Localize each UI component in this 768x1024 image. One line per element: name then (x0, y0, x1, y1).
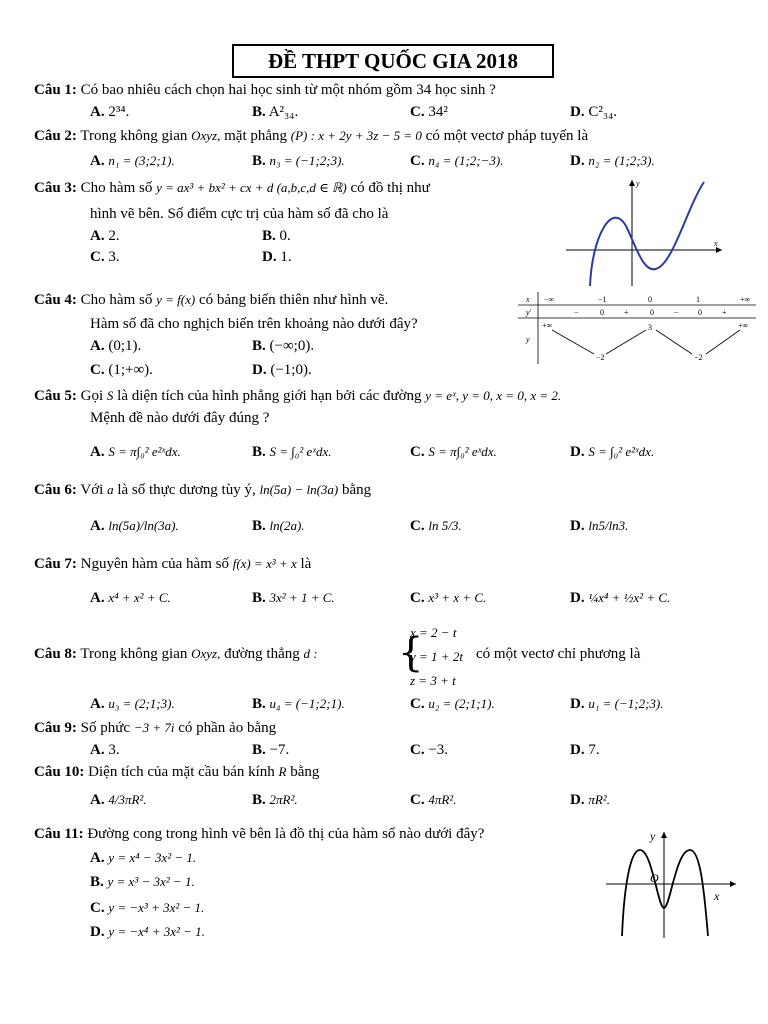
question-text: mặt phẳng (224, 128, 288, 144)
option-c[interactable] (410, 792, 456, 809)
option-c[interactable] (90, 900, 204, 917)
option-label: C. (410, 696, 425, 712)
option-text: 0. (279, 228, 291, 244)
option-b[interactable] (252, 696, 345, 713)
y-axis-arrow (661, 832, 667, 838)
table-sign: 0 (698, 308, 702, 317)
question-math: y = ax³ + bx² + cx + d (a,b,c,d ∈ ℝ) (156, 180, 347, 195)
option-label: B. (252, 104, 266, 120)
option-c[interactable] (410, 742, 448, 759)
option-text: 4πR². (428, 792, 457, 807)
option-label: A. (90, 104, 105, 120)
option-c[interactable] (410, 590, 486, 607)
question-text: bằng (290, 764, 320, 780)
question-text: Trong không gian (80, 128, 188, 144)
option-text: A²₃₄. (268, 104, 299, 120)
question-text: Nguyên hàm của hàm số (80, 556, 229, 572)
y-axis-arrow (629, 180, 635, 186)
option-d[interactable] (570, 742, 600, 759)
option-text: πR². (588, 792, 610, 807)
option-b[interactable] (252, 104, 298, 121)
option-text: x⁴ + x² + C. (108, 590, 171, 605)
option-b[interactable] (90, 874, 195, 891)
option-label: D. (570, 153, 585, 169)
option-label: D. (570, 518, 585, 534)
system-brace: { (398, 630, 424, 676)
option-b[interactable] (252, 742, 289, 759)
option-label: B. (252, 590, 266, 606)
question-label: Câu 5: (34, 388, 77, 404)
option-label: C. (410, 153, 425, 169)
option-b[interactable] (262, 228, 291, 245)
question-label: Câu 10: (34, 764, 85, 780)
question-text: Có bao nhiêu cách chọn hai học sinh từ một nhóm gồm 34 học sinh ? (80, 82, 496, 98)
option-label: B. (252, 518, 266, 534)
option-text: 7. (588, 742, 600, 758)
option-label: D. (252, 362, 267, 378)
option-b[interactable] (252, 153, 345, 170)
option-text: −7. (269, 742, 290, 758)
table-sign: − (674, 308, 679, 317)
question-text: Diện tích của mặt cầu bán kính (88, 764, 275, 780)
option-b[interactable] (252, 444, 331, 461)
question-math: d : (303, 646, 318, 661)
x-axis-label: x (714, 889, 720, 903)
option-label: B. (252, 338, 266, 354)
question-4-line-2: Hàm số đã cho nghịch biến trên khoảng nào dưới đây? (90, 316, 418, 332)
option-c[interactable] (90, 249, 120, 266)
option-text: ln5/ln3. (588, 518, 629, 533)
option-text: S = π∫₀² eˣdx. (428, 444, 497, 459)
option-d[interactable] (570, 444, 654, 461)
option-label: D. (570, 590, 585, 606)
question-text: có phần ảo bằng (178, 720, 277, 736)
exam-title: ĐỀ THPT QUỐC GIA 2018 (232, 44, 554, 78)
question-math: Oxyz, (191, 646, 221, 661)
question-10 (34, 764, 319, 781)
option-a[interactable] (90, 518, 179, 535)
quartic-curve (622, 850, 708, 936)
option-label: C. (410, 792, 425, 808)
question-8-tail: có một vectơ chỉ phương là (476, 646, 641, 662)
option-text: ln(5a)/ln(3a). (108, 518, 179, 533)
option-text: 4/3πR². (108, 792, 147, 807)
y-axis-label: y (636, 179, 640, 188)
option-text: u₁ = (−1;2;3). (588, 696, 664, 711)
question-math: −3 + 7i (133, 720, 175, 735)
option-d[interactable] (252, 362, 312, 379)
option-text: n₄ = (1;2;−3). (428, 153, 504, 168)
y-axis-label: y (650, 829, 656, 843)
option-label: C. (90, 249, 105, 265)
question-text: Cho hàm số (80, 292, 153, 308)
question-label: Câu 1: (34, 82, 77, 98)
option-text: x³ + x + C. (428, 590, 487, 605)
table-arrow (606, 330, 646, 354)
question-label: Câu 6: (34, 482, 77, 498)
table-x-value: −1 (598, 295, 607, 304)
x-axis-label: x (714, 239, 718, 248)
option-text: S = ∫₀² eˣdx. (269, 444, 332, 459)
option-label: D. (570, 104, 585, 120)
option-c[interactable] (410, 153, 503, 170)
option-a[interactable] (90, 444, 181, 461)
option-label: D. (570, 792, 585, 808)
option-text: 3x² + 1 + C. (269, 590, 335, 605)
option-label: B. (252, 742, 266, 758)
option-label: C. (90, 900, 105, 916)
option-label: A. (90, 590, 105, 606)
system-equation: z = 3 + t (410, 673, 456, 688)
x-axis-arrow (730, 881, 736, 887)
option-label: A. (90, 228, 105, 244)
option-d[interactable] (262, 249, 292, 266)
option-text: 1. (280, 249, 292, 265)
option-text: n₃ = (−1;2;3). (269, 153, 345, 168)
option-text: (−1;0). (270, 362, 312, 378)
table-row-x-label: x (526, 295, 530, 304)
option-text: n₁ = (3;2;1). (108, 153, 175, 168)
question-7 (34, 556, 311, 573)
question-2 (34, 128, 588, 145)
option-text: 2. (108, 228, 120, 244)
option-text: 2³⁴. (108, 104, 130, 120)
table-x-value: 1 (696, 295, 700, 304)
question-math: R (278, 764, 287, 779)
option-text: 34² (428, 104, 448, 120)
option-a[interactable] (90, 590, 171, 607)
table-arrow (552, 330, 594, 354)
question-label: Câu 2: (34, 128, 77, 144)
option-label: C. (410, 444, 425, 460)
question-math: ln(5a) − ln(3a) (259, 482, 339, 497)
option-label: D. (90, 924, 105, 940)
option-label: A. (90, 696, 105, 712)
question-math: y = eˣ, y = 0, x = 0, x = 2. (425, 388, 562, 403)
option-label: A. (90, 444, 105, 460)
option-a[interactable] (90, 696, 175, 713)
option-text: ln 5/3. (428, 518, 462, 533)
question-6 (34, 482, 371, 499)
option-a[interactable] (90, 792, 147, 809)
option-c[interactable] (410, 518, 462, 535)
option-b[interactable] (252, 338, 314, 355)
option-label: A. (90, 338, 105, 354)
option-text: (0;1). (108, 338, 142, 354)
table-sign: 0 (650, 308, 654, 317)
option-a[interactable] (90, 850, 196, 867)
option-text: n₂ = (1;2;3). (588, 153, 655, 168)
table-sign: + (624, 308, 629, 317)
option-d[interactable] (90, 924, 205, 941)
question-text: Cho hàm số (80, 180, 153, 196)
option-label: B. (252, 153, 266, 169)
question-math: y = f(x) (156, 292, 196, 307)
option-text: y = x³ − 3x² − 1. (107, 874, 195, 889)
origin-label: O (650, 871, 659, 885)
question-math: a (107, 482, 114, 497)
line-system (410, 621, 463, 693)
option-d[interactable] (570, 696, 663, 713)
option-text: 3. (108, 742, 120, 758)
variation-table (518, 292, 756, 364)
option-text: y = −x⁴ + 3x² − 1. (108, 924, 205, 939)
option-text: C²₃₄. (588, 104, 618, 120)
option-text: ¼x⁴ + ½x² + C. (588, 590, 671, 605)
option-b[interactable] (252, 792, 298, 809)
option-label: C. (410, 590, 425, 606)
table-y-value: −2 (694, 353, 703, 362)
table-x-value: −∞ (544, 295, 555, 304)
option-label: C. (90, 362, 105, 378)
option-text: y = −x³ + 3x² − 1. (108, 900, 205, 915)
table-x-value: +∞ (740, 295, 751, 304)
option-label: A. (90, 518, 105, 534)
table-y-value: −2 (596, 353, 605, 362)
option-c[interactable] (410, 444, 497, 461)
system-equation: y = 1 + 2t (410, 649, 463, 664)
option-d[interactable] (570, 590, 670, 607)
option-a[interactable] (90, 338, 141, 355)
option-label: B. (252, 444, 266, 460)
option-label: A. (90, 742, 105, 758)
option-text: (1;+∞). (108, 362, 153, 378)
option-a[interactable] (90, 104, 129, 121)
question-label: Câu 7: (34, 556, 77, 572)
question-1 (34, 82, 496, 99)
table-row-yprime-label: y' (526, 308, 532, 317)
option-text: y = x⁴ − 3x² − 1. (108, 850, 197, 865)
option-text: u₃ = (2;1;3). (108, 696, 175, 711)
option-text: ln(2a). (269, 518, 305, 533)
option-text: u₄ = (−1;2;1). (269, 696, 345, 711)
question-text: Gọi (80, 388, 104, 404)
question-4 (34, 292, 388, 309)
option-d[interactable] (570, 792, 610, 809)
option-b[interactable] (252, 518, 305, 535)
option-label: C. (410, 518, 425, 534)
option-label: B. (252, 792, 266, 808)
option-label: A. (90, 153, 105, 169)
option-d[interactable] (570, 518, 628, 535)
question-8 (34, 646, 318, 663)
option-text: S = ∫₀² e²ˣdx. (588, 444, 655, 459)
table-row-y-label: y (526, 335, 530, 344)
option-text: S = π∫₀² e²ˣdx. (108, 444, 181, 459)
question-text: Đường cong trong hình vẽ bên là đồ thị của hàm số nào dưới đây? (87, 826, 485, 842)
question-text: có một vectơ pháp tuyến là (425, 128, 589, 144)
question-5 (34, 388, 561, 405)
quartic-graph (604, 828, 740, 940)
question-text: là diện tích của hình phẳng giới hạn bởi các đường (117, 388, 422, 404)
option-b[interactable] (252, 590, 335, 607)
option-label: C. (410, 104, 425, 120)
table-y-value: +∞ (738, 321, 749, 330)
table-sign: + (722, 308, 727, 317)
option-c[interactable] (410, 104, 448, 121)
question-text: là (300, 556, 312, 572)
table-y-value: 3 (648, 323, 652, 332)
question-3-line-2: hình vẽ bên. Số điểm cực trị của hàm số đã cho là (90, 206, 389, 222)
option-a[interactable] (90, 153, 175, 170)
option-label: C. (410, 742, 425, 758)
question-label: Câu 3: (34, 180, 77, 196)
question-text: bằng (342, 482, 372, 498)
option-c[interactable] (90, 362, 153, 379)
table-y-value: +∞ (542, 321, 553, 330)
option-label: B. (90, 874, 104, 890)
question-text: Với (80, 482, 104, 498)
question-math: S (106, 388, 114, 403)
option-label: D. (570, 696, 585, 712)
question-label: Câu 8: (34, 646, 77, 662)
question-math: f(x) = x³ + x (232, 556, 297, 571)
table-arrow (656, 330, 692, 354)
table-x-value: 0 (648, 295, 652, 304)
option-label: D. (262, 249, 277, 265)
question-text: Số phức (80, 720, 131, 736)
option-label: B. (262, 228, 276, 244)
option-text: 2πR². (269, 792, 298, 807)
question-text: có đồ thị như (350, 180, 430, 196)
question-5-line-2: Mệnh đề nào dưới đây đúng ? (90, 410, 270, 426)
option-a[interactable] (90, 742, 120, 759)
question-math: (P) : x + 2y + 3z − 5 = 0 (290, 128, 422, 143)
question-label: Câu 9: (34, 720, 77, 736)
option-a[interactable] (90, 228, 120, 245)
question-11 (34, 826, 484, 843)
table-sign: 0 (600, 308, 604, 317)
table-arrow (706, 330, 740, 354)
question-text: là số thực dương tùy ý, (117, 482, 256, 498)
option-label: A. (90, 850, 105, 866)
option-label: A. (90, 792, 105, 808)
question-9 (34, 720, 276, 737)
option-label: D. (570, 742, 585, 758)
option-text: u₂ = (2;1;1). (428, 696, 495, 711)
cubic-curve (590, 182, 704, 286)
option-d[interactable] (570, 104, 617, 121)
option-text: −3. (428, 742, 449, 758)
option-c[interactable] (410, 696, 495, 713)
system-equation: x = 2 − t (410, 625, 457, 640)
question-label: Câu 4: (34, 292, 77, 308)
cubic-graph (562, 176, 726, 288)
option-text: (−∞;0). (269, 338, 315, 354)
option-text: 3. (108, 249, 120, 265)
question-text: đường thẳng (224, 646, 300, 662)
question-text: Trong không gian (80, 646, 188, 662)
question-text: có bảng biến thiên như hình vẽ. (198, 292, 389, 308)
option-label: D. (570, 444, 585, 460)
question-label: Câu 11: (34, 826, 84, 842)
question-math: Oxyz, (191, 128, 221, 143)
option-label: B. (252, 696, 266, 712)
option-d[interactable] (570, 153, 655, 170)
table-sign: − (574, 308, 579, 317)
question-3 (34, 180, 430, 197)
